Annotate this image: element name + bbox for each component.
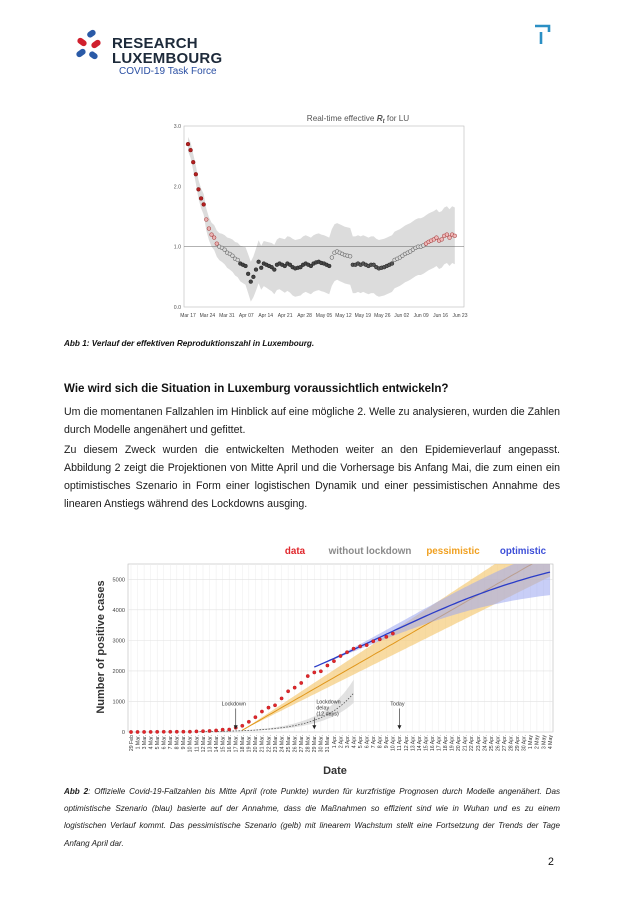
projection-x-tick-label: 16 Mar. bbox=[227, 735, 234, 753]
projection-x-tick-label: 2 Apr. bbox=[338, 735, 345, 749]
projection-data-point bbox=[293, 686, 296, 689]
projection-data-point bbox=[313, 671, 316, 674]
projection-data-point bbox=[201, 730, 204, 733]
projection-data-point bbox=[391, 632, 394, 635]
projection-x-tick-label: 28 Mar. bbox=[305, 735, 312, 753]
projection-x-tick-label: 4 Mar. bbox=[148, 735, 155, 750]
lockdown-annotation: Lockdown bbox=[221, 701, 246, 708]
rt-data-point bbox=[199, 197, 203, 201]
projection-x-tick-label: 18 Mar. bbox=[240, 735, 247, 753]
rt-x-tick-label: May 12 bbox=[335, 313, 352, 319]
projection-x-tick-label: 12 Apr. bbox=[403, 735, 410, 752]
projection-x-tick-label: 22 Apr. bbox=[469, 735, 476, 752]
rt-data-point bbox=[390, 262, 394, 266]
rt-data-point bbox=[257, 260, 261, 264]
projection-data-point bbox=[378, 638, 381, 641]
rt-data-point bbox=[251, 275, 255, 279]
projection-data-point bbox=[260, 710, 263, 713]
projection-legend bbox=[285, 546, 547, 557]
projection-data-point bbox=[182, 730, 185, 733]
projection-x-tick-label: 11 Apr. bbox=[397, 735, 404, 751]
projection-x-tick-label: 20 Mar. bbox=[253, 735, 260, 753]
projection-x-tick-label: 25 Apr. bbox=[488, 735, 495, 752]
projection-x-tick-label: 2 May bbox=[534, 735, 541, 750]
projection-x-tick-label: 5 Apr. bbox=[357, 735, 364, 749]
projection-data-point bbox=[169, 730, 172, 733]
rt-data-point bbox=[348, 254, 352, 258]
projection-data-point bbox=[228, 728, 231, 731]
projection-x-tick-label: 1 Mar. bbox=[135, 735, 142, 750]
projection-x-tick-label: 1 May bbox=[528, 735, 535, 750]
projection-legend-entry: without lockdown bbox=[328, 546, 412, 557]
projection-data-point bbox=[129, 730, 132, 733]
projection-x-tick-label: 15 Mar. bbox=[220, 735, 227, 753]
projection-x-tick-label: 17 Apr. bbox=[436, 735, 443, 752]
projection-x-tick-label: 29 Apr. bbox=[515, 735, 522, 752]
projection-y-tick-label: 4000 bbox=[112, 607, 125, 614]
projection-data-point bbox=[142, 730, 145, 733]
projection-data-point bbox=[280, 697, 283, 700]
rt-x-tick-label: Jun 16 bbox=[433, 313, 449, 319]
projection-data-point bbox=[188, 730, 191, 733]
rt-x-tick-label: May 05 bbox=[315, 313, 333, 319]
projection-x-tick-label: 4 Apr. bbox=[351, 735, 358, 749]
rt-data-point bbox=[197, 187, 201, 191]
rt-data-point bbox=[191, 160, 195, 164]
projection-legend-entry: pessimistic bbox=[426, 546, 480, 557]
rt-data-point bbox=[207, 227, 211, 231]
rt-data-point bbox=[246, 272, 250, 276]
projection-data-point bbox=[136, 730, 139, 733]
projection-x-tick-label: 24 Mar. bbox=[279, 735, 286, 753]
projection-x-tick-label: 14 Mar. bbox=[213, 735, 220, 753]
section-heading: Wie wird sich die Situation in Luxemburg voraussichtlich entwickeln? bbox=[64, 382, 449, 395]
rt-data-point bbox=[254, 268, 258, 272]
projection-x-tick-label: 3 Apr. bbox=[344, 735, 351, 749]
today-annotation: Today bbox=[390, 701, 405, 708]
projection-x-tick-label: 7 Apr. bbox=[371, 735, 378, 749]
projection-data-point bbox=[162, 730, 165, 733]
rt-data-point bbox=[249, 280, 253, 284]
projection-data-point bbox=[208, 729, 211, 732]
rt-data-point bbox=[212, 236, 216, 240]
projection-x-tick-label: 5 Mar. bbox=[154, 735, 161, 750]
projection-x-tick-label: 21 Mar. bbox=[259, 735, 266, 753]
rt-data-point bbox=[272, 268, 276, 272]
projection-x-tick-label: 15 Apr. bbox=[423, 735, 430, 752]
paragraph-2: Zu diesem Zweck wurden die entwickelten Methoden weiter an den Epidemieverlauf angepasst. Abbildung 2 zeigt die Projektionen von Mitte April und die Vorhersage bis Anfang Mai, die zum einen ein optimistisches Szenario in Form einer logistischen Dynamik und einer pessimistischen Annahme des linearen Anstiegs während des Lockdowns ausging. bbox=[64, 444, 560, 510]
projection-x-tick-label: 3 May bbox=[541, 735, 548, 750]
projection-x-tick-label: 11 Mar. bbox=[194, 735, 201, 752]
rt-chart bbox=[168, 108, 468, 333]
projection-data-point bbox=[155, 730, 158, 733]
rt-data-point bbox=[244, 264, 248, 268]
projection-x-tick-label: 7 Mar. bbox=[168, 735, 175, 750]
figure2-caption bbox=[64, 783, 560, 852]
projection-data-point bbox=[385, 635, 388, 638]
projection-x-axis-label: Date bbox=[323, 765, 347, 777]
projection-x-tick-label: 29 Mar. bbox=[312, 735, 319, 753]
projection-y-tick-label: 0 bbox=[121, 730, 125, 736]
projection-y-tick-label: 1000 bbox=[112, 699, 125, 706]
projection-x-tick-label: 19 Mar. bbox=[246, 735, 253, 753]
projection-y-tick-label: 5000 bbox=[112, 577, 125, 584]
projection-y-tick-label: 3000 bbox=[112, 638, 125, 645]
rt-x-tick-label: Jun 02 bbox=[394, 313, 410, 319]
lockdown-delay-annotation-line3: (12 days) bbox=[316, 711, 339, 718]
projection-data-point bbox=[273, 704, 276, 707]
projection-data-point bbox=[247, 720, 250, 723]
projection-data-point bbox=[365, 643, 368, 646]
figure1-caption: Abb 1: Verlauf der effektiven Reproduktionszahl in Luxembourg. bbox=[64, 339, 315, 348]
projection-x-tick-label: 13 Mar. bbox=[207, 735, 214, 753]
projection-plot-area bbox=[113, 554, 554, 753]
projection-y-tick-label: 2000 bbox=[112, 668, 125, 675]
projection-data-point bbox=[345, 651, 348, 654]
rt-x-tick-label: May 26 bbox=[374, 313, 391, 319]
page-number: 2 bbox=[548, 856, 554, 868]
rt-data-point bbox=[330, 256, 334, 260]
projection-data-point bbox=[195, 730, 198, 733]
rt-y-tick-label: 0.0 bbox=[173, 305, 181, 311]
rt-data-point bbox=[194, 172, 198, 176]
figure2-caption-text: : Offizielle Covid-19-Fallzahlen bis Mitte April (rote Punkte) wurden für kurzfristige Prognosen durch Modelle angenähert. Das optimistische Szenario (blau) basierte auf der Annahme, dass die Maßnahmen so effizient sind wie in Wuhan und es zu einem logistischen Verlauf kommt. Das pessimistische Szenario (gelb) mit linearem Wachstum stellt eine Fortsetzung der Trends der Tage Anfang April dar. bbox=[64, 787, 560, 848]
research-luxembourg-logo-mark bbox=[74, 29, 110, 63]
projection-data-point bbox=[358, 645, 361, 648]
projection-x-tick-label: 6 Mar. bbox=[161, 735, 168, 750]
projection-x-tick-label: 6 Apr. bbox=[364, 735, 371, 749]
paragraph-1: Um die momentanen Fallzahlen im Hinblick auf eine mögliche 2. Welle zu analysieren, wurden die Zahlen durch Modelle angenähert und gefittet. bbox=[64, 406, 560, 436]
projection-data-point bbox=[332, 659, 335, 662]
projection-x-tick-label: 9 Mar. bbox=[181, 735, 188, 750]
projection-data-point bbox=[306, 674, 309, 677]
rt-x-tick-label: Apr 14 bbox=[258, 313, 274, 319]
projection-x-tick-label: 13 Apr. bbox=[410, 735, 417, 752]
projection-x-tick-label: 19 Apr. bbox=[449, 735, 456, 752]
brand-line-luxembourg: LUXEMBOURG bbox=[112, 50, 223, 67]
rt-data-point bbox=[204, 218, 208, 222]
brand-name bbox=[112, 36, 222, 66]
projection-x-tick-label: 24 Apr. bbox=[482, 735, 489, 752]
projection-data-point bbox=[339, 654, 342, 657]
projection-x-tick-label: 26 Apr. bbox=[495, 735, 502, 752]
task-force-label: COVID-19 Task Force bbox=[119, 66, 217, 77]
projection-data-point bbox=[149, 730, 152, 733]
rt-data-point bbox=[202, 203, 206, 207]
projection-data-point bbox=[319, 670, 322, 673]
projection-x-tick-label: 23 Apr. bbox=[475, 735, 482, 752]
projection-x-tick-label: 17 Mar. bbox=[233, 735, 240, 753]
projection-data-point bbox=[286, 690, 289, 693]
brand-line-research: RESEARCH bbox=[112, 35, 198, 52]
projection-x-tick-label: 12 Mar. bbox=[200, 735, 207, 753]
projection-x-tick-label: 30 Apr. bbox=[521, 735, 528, 752]
projection-x-tick-label: 14 Apr. bbox=[416, 735, 423, 752]
rt-x-tick-label: Jun 23 bbox=[452, 313, 468, 319]
projection-data-point bbox=[254, 716, 257, 719]
projection-x-tick-label: 31 Mar. bbox=[325, 735, 332, 753]
projection-x-tick-label: 20 Apr. bbox=[456, 735, 463, 752]
projection-data-point bbox=[241, 724, 244, 727]
rt-chart-title: Real-time effective $R_t$ for LU bbox=[306, 114, 410, 125]
lockdown-delay-annotation-line2: delay bbox=[316, 705, 330, 712]
projection-x-tick-label: 10 Mar. bbox=[187, 735, 194, 753]
projection-data-point bbox=[352, 647, 355, 650]
rt-data-point bbox=[236, 258, 240, 262]
projection-x-tick-label: 4 May bbox=[547, 735, 554, 750]
projection-x-tick-label: 30 Mar. bbox=[318, 735, 325, 753]
projection-x-tick-label: 10 Apr. bbox=[390, 735, 397, 752]
rt-data-point bbox=[327, 264, 331, 268]
rt-y-tick-label: 2.0 bbox=[173, 184, 181, 191]
projection-data-point bbox=[267, 706, 270, 709]
rt-x-tick-label: Mar 17 bbox=[180, 313, 196, 319]
rt-x-tick-label: Apr 07 bbox=[238, 313, 254, 319]
rt-data-point bbox=[259, 266, 263, 270]
rt-x-tick-label: May 19 bbox=[354, 313, 372, 319]
projection-x-tick-label: 25 Mar. bbox=[285, 735, 292, 753]
projection-data-point bbox=[300, 681, 303, 684]
projection-x-tick-label: 26 Mar. bbox=[292, 735, 299, 753]
projection-x-tick-label: 8 Apr. bbox=[377, 735, 384, 749]
rt-data-point bbox=[453, 234, 457, 238]
projection-y-axis-label: Number of positive cases bbox=[95, 580, 107, 714]
projection-data-point bbox=[214, 729, 217, 732]
projection-x-tick-label: 8 Mar. bbox=[174, 735, 181, 750]
projection-x-tick-label: 27 Apr. bbox=[501, 735, 508, 752]
projection-legend-entry: data bbox=[284, 546, 306, 557]
projection-data-point bbox=[372, 640, 375, 643]
rt-x-tick-label: Apr 28 bbox=[297, 313, 312, 319]
rt-x-tick-label: Jun 09 bbox=[413, 313, 429, 319]
rt-x-tick-label: Mar 31 bbox=[219, 313, 235, 319]
projection-data-point bbox=[221, 728, 224, 731]
projection-legend-entry: optimistic bbox=[499, 546, 547, 557]
rt-y-tick-label: 1.0 bbox=[173, 244, 181, 251]
rt-y-tick-label: 3.0 bbox=[173, 124, 181, 130]
projection-data-point bbox=[175, 730, 178, 733]
projection-x-tick-label: 29 Feb bbox=[128, 735, 135, 752]
rt-data-point bbox=[440, 238, 444, 242]
projection-x-tick-label: 23 Mar. bbox=[272, 735, 279, 753]
projection-x-tick-label: 9 Apr. bbox=[384, 735, 391, 749]
projection-x-tick-label: 27 Mar. bbox=[299, 735, 306, 753]
projection-data-point bbox=[326, 664, 329, 667]
rt-x-tick-label: Apr 21 bbox=[277, 313, 293, 319]
projection-x-tick-label: 1 Apr. bbox=[331, 735, 338, 749]
projection-x-tick-label: 22 Mar. bbox=[266, 735, 273, 753]
lockdown-delay-annotation-line1: Lockdown bbox=[316, 699, 341, 706]
rt-plot-area bbox=[174, 124, 468, 319]
rt-data-point bbox=[189, 148, 193, 152]
projection-chart bbox=[90, 537, 560, 779]
rt-x-tick-label: Mar 24 bbox=[199, 313, 216, 319]
projection-x-tick-label: 16 Apr. bbox=[429, 735, 436, 752]
rt-data-point bbox=[186, 142, 190, 146]
projection-x-tick-label: 28 Apr. bbox=[508, 735, 515, 752]
projection-x-tick-label: 18 Apr. bbox=[443, 735, 450, 752]
projection-x-tick-label: 3 Mar. bbox=[141, 735, 148, 750]
corner-bracket-icon bbox=[527, 23, 553, 45]
figure2-caption-label: Abb 2 bbox=[64, 787, 89, 796]
projection-x-tick-label: 21 Apr. bbox=[462, 735, 469, 752]
